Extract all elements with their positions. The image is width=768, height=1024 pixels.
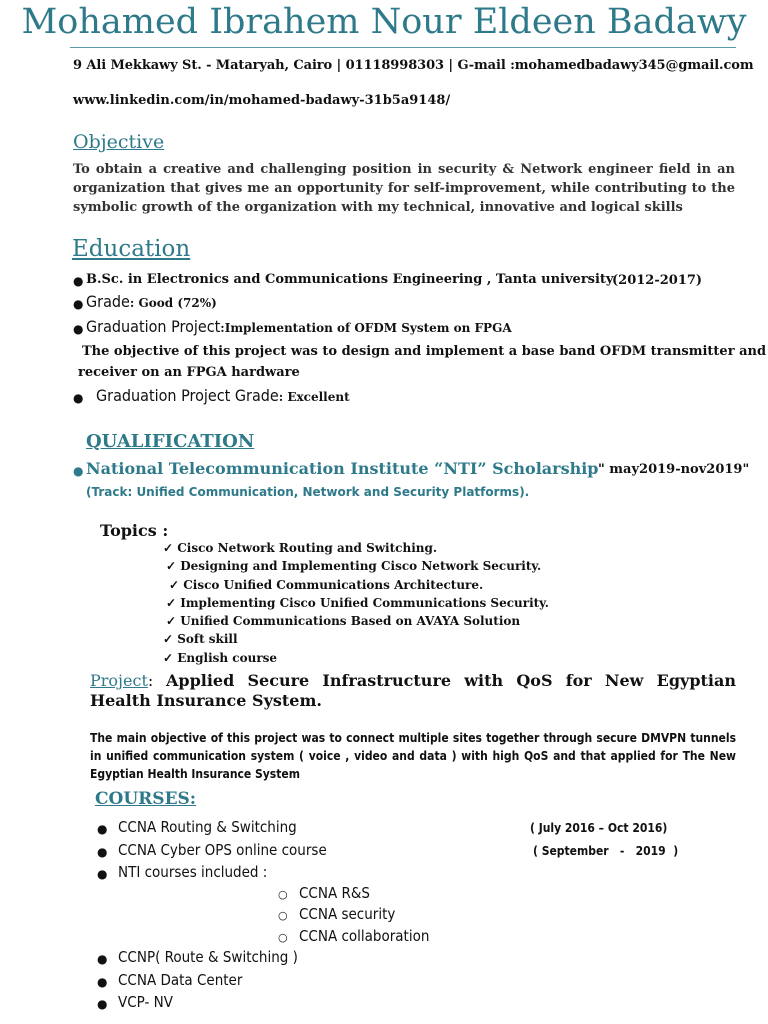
- checkmark-icon: ✓: [166, 596, 177, 610]
- grad-project-grade-row: [96, 386, 350, 405]
- course-item: CCNA Routing & Switching: [118, 818, 297, 836]
- grad-project-desc-2: receiver on an FPGA hardware: [78, 365, 300, 380]
- topic-item: [163, 651, 277, 665]
- course-item: VCP- NV: [118, 993, 173, 1011]
- qualification-heading: QUALIFICATION: [86, 431, 255, 452]
- topic-item: [163, 632, 238, 646]
- topic-label: Cisco Network Routing and Switching.: [177, 541, 438, 555]
- nti-sub-course: CCNA security: [299, 905, 396, 923]
- project-title: Applied Secure Infrastructure with QoS for New Egyptian Health Insurance System.: [90, 671, 736, 710]
- checkmark-icon: ✓: [166, 559, 177, 573]
- bullet-icon: ●: [97, 997, 108, 1011]
- topics-heading: Topics :: [100, 521, 169, 540]
- nti-sub-course: CCNA R&S: [299, 884, 370, 902]
- bullet-icon: ●: [73, 391, 84, 405]
- topic-label: Cisco Unified Communications Architecture.: [183, 578, 484, 592]
- course-item: CCNA Data Center: [118, 971, 243, 989]
- contact-line: 9 Ali Mekkawy St. - Mataryah, Cairo | 01118998303 | G-mail :mohamedbadawy345@gmail.com: [73, 58, 754, 73]
- bullet-icon: ●: [97, 952, 108, 966]
- nti-project: Project: Applied Secure Infrastructure with QoS for New Egyptian Health Insurance System.: [90, 671, 736, 710]
- grad-project-grade-label: Graduation Project Grade: [96, 386, 279, 405]
- bullet-icon: ●: [97, 845, 108, 859]
- courses-heading: COURSES:: [95, 789, 197, 809]
- course-date: ( July 2016 – Oct 2016): [530, 821, 668, 835]
- objective-text: To obtain a creative and challenging position in security & Network engineer field in an organization that gives me an opportunity for self-improvement, while contributing to the symbolic growth of the organization with my technical, innovative and logical skills: [73, 162, 735, 215]
- topic-item: [166, 596, 549, 610]
- objective-heading: Objective: [73, 131, 165, 153]
- checkmark-icon: ✓: [169, 578, 180, 592]
- topic-label: Implementing Cisco Unified Communications Security.: [180, 596, 549, 610]
- topic-item: [169, 578, 483, 592]
- course-date: ( September - 2019 ): [533, 844, 679, 858]
- grad-project-desc-1: The objective of this project was to design and implement a base band OFDM transmitter and: [82, 344, 767, 359]
- checkmark-icon: ✓: [163, 541, 174, 555]
- project-description: The main objective of this project was to connect multiple sites together through secure DMVPN tunnels in unified communication system ( voice , video and data ) with high QoS and that applied for The New Egyptian Health Insurance System: [90, 731, 736, 781]
- topic-label: Unified Communications Based on AVAYA Solution: [180, 614, 521, 628]
- header-divider: [70, 47, 736, 48]
- topic-label: English course: [177, 651, 278, 665]
- grad-project-grade-value: : Excellent: [278, 390, 350, 404]
- hollow-bullet-icon: ○: [278, 909, 288, 922]
- nti-sub-course: CCNA collaboration: [299, 927, 430, 945]
- project-label: Project: [90, 671, 148, 690]
- linkedin-url[interactable]: www.linkedin.com/in/mohamed-badawy-31b5a9148/: [73, 93, 451, 108]
- checkmark-icon: ✓: [166, 614, 177, 628]
- grade-label: Grade: [86, 292, 130, 311]
- checkmark-icon: ✓: [163, 632, 174, 646]
- grad-project-label: Graduation Project: [86, 317, 221, 336]
- course-item: NTI courses included :: [118, 863, 268, 881]
- checkmark-icon: ✓: [163, 651, 174, 665]
- nti-scholarship-title: National Telecommunication Institute “NTI” Scholarship: [86, 459, 599, 478]
- bullet-icon: ●: [73, 322, 84, 336]
- hollow-bullet-icon: ○: [278, 931, 288, 944]
- degree-years: (2012-2017): [612, 273, 703, 288]
- topic-item: [166, 559, 541, 573]
- course-item: CCNA Cyber OPS online course: [118, 841, 327, 859]
- bullet-icon: ●: [73, 297, 84, 311]
- topic-item: [163, 541, 437, 555]
- grad-project-row: [86, 317, 512, 336]
- bullet-icon: ●: [97, 822, 108, 836]
- topic-label: Soft skill: [177, 632, 238, 646]
- degree: B.Sc. in Electronics and Communications Engineering , Tanta university: [86, 272, 614, 287]
- nti-dates: " may2019-nov2019": [598, 462, 750, 477]
- nti-track: (Track: Unified Communication, Network and Security Platforms).: [86, 485, 530, 499]
- topic-label: Designing and Implementing Cisco Network Security.: [180, 559, 542, 573]
- bullet-icon: ●: [97, 867, 108, 881]
- bullet-icon: ●: [73, 274, 84, 288]
- topic-item: [166, 614, 520, 628]
- grad-project-value: :Implementation of OFDM System on FPGA: [220, 321, 512, 335]
- education-heading: Education: [72, 236, 191, 262]
- resume-name: Mohamed Ibrahem Nour Eldeen Badawy: [21, 2, 747, 42]
- grade-row: [86, 292, 217, 311]
- hollow-bullet-icon: ○: [278, 888, 288, 901]
- bullet-icon: ●: [97, 975, 108, 989]
- course-item: CCNP( Route & Switching ): [118, 948, 298, 966]
- grade-value: : Good (72%): [129, 296, 217, 310]
- bullet-icon: ●: [73, 464, 84, 478]
